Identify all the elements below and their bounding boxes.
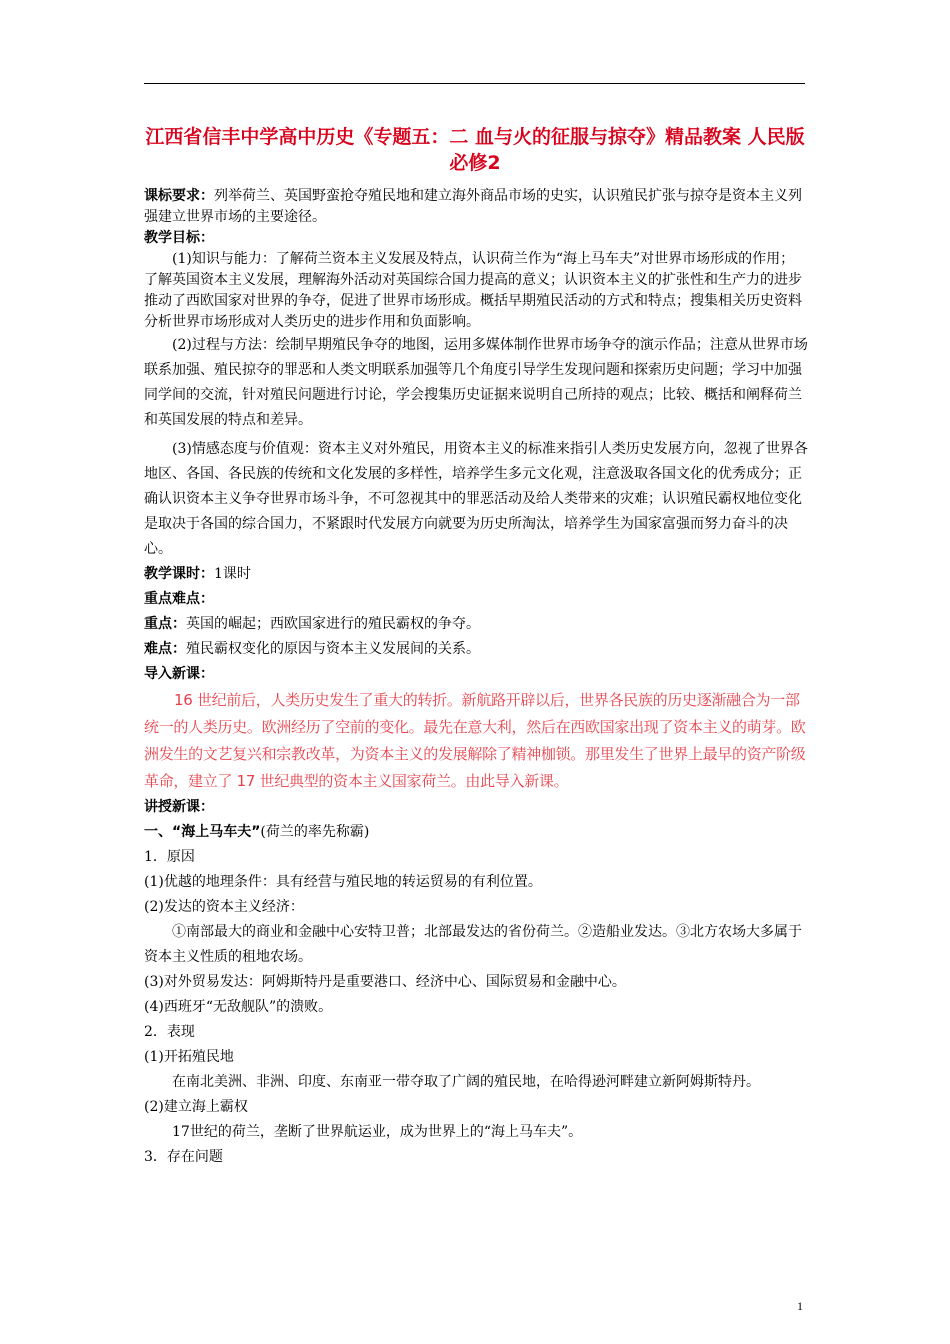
s1-cause-3: (3)对外贸易发达：阿姆斯特丹是重要港口、经济中心、国际贸易和金融中心。 <box>144 974 626 990</box>
s1-manifestation-2-text: 17世纪的荷兰，垄断了世界航运业，成为世界上的“海上马车夫”。 <box>172 1124 583 1140</box>
difficulty-text: 殖民霸权变化的原因与资本主义发展间的关系。 <box>186 641 480 657</box>
difficulty-label: 难点： <box>144 641 186 657</box>
key-text: 英国的崛起；西欧国家进行的殖民霸权的争夺。 <box>186 616 480 632</box>
document-body <box>144 186 808 1170</box>
s1-manifestation-1-text: 在南北美洲、非洲、印度、东南亚一带夺取了广阔的殖民地，在哈得逊河畔建立新阿姆斯特丹。 <box>172 1074 760 1090</box>
standard-label: 课标要求： <box>144 188 214 204</box>
hours-label: 教学课时： <box>144 566 214 582</box>
intro-text: 16 世纪前后，人类历史发生了重大的转折。新航路开辟以后，世界各民族的历史逐渐融合为一部统一的人类历史。欧洲经历了空前的变化。最先在意大利，然后在西欧国家出现了资本主义的萌芽。欧洲发生的文艺复兴和宗教改革，为资本主义的发展解除了精神枷锁。那里发生了世界上最早的资产阶级革命，建立了 17 世纪典型的资本主义国家荷兰。由此导入新课。 <box>144 691 806 790</box>
s1-cause-2: (2)发达的资本主义经济： <box>144 899 304 915</box>
s1-manifestation: 2．表现 <box>144 1024 195 1040</box>
difficulty-line <box>144 637 808 662</box>
s1-manifestation-2: (2)建立海上霸权 <box>144 1099 248 1115</box>
header-rule <box>144 83 805 84</box>
s1-problems: 3．存在问题 <box>144 1149 223 1165</box>
section1-title-line <box>144 820 808 845</box>
key-label: 重点： <box>144 616 186 632</box>
lecture-heading: 讲授新课： <box>144 799 214 815</box>
section1-title: 一、“海上马车夫” <box>144 824 261 840</box>
s1-cause-4: (4)西班牙“无敌舰队”的溃败。 <box>144 999 333 1015</box>
goal-item-3: (3)情感态度与价值观：资本主义对外殖民，用资本主义的标准来指引人类历史发展方向，忽视了世界各地区、各国、各民族的传统和文化发展的多样性，培养学生多元文化观，注意汲取各国文化的优秀成分；正确认识资本主义争夺世界市场斗争，不可忽视其中的罪恶活动及给人类带来的灾难；认识殖民霸权地位变化是取决于各国的综合国力，不紧跟时代发展方向就要为历史所淘汰，培养学生为国家富强而努力奋斗的决心。 <box>144 441 808 557</box>
standard-paragraph <box>144 186 808 228</box>
goal-item-1: (1)知识与能力：了解荷兰资本主义发展及特点，认识荷兰作为“海上马车夫”对世界市场形成的作用；了解英国资本主义发展，理解海外活动对英国综合国力提高的意义；认识资本主义的扩张性和生产力的进步推动了西欧国家对世界的争夺，促进了世界市场形成。概括早期殖民活动的方式和特点；搜集相关历史资料分析世界市场形成对人类历史的进步作用和负面影响。 <box>144 251 802 330</box>
intro-heading: 导入新课： <box>144 666 214 682</box>
s1-causes: 1．原因 <box>144 849 195 865</box>
page-number: 1 <box>797 1299 803 1313</box>
goal-item-2: (2)过程与方法：绘制早期殖民争夺的地图，运用多媒体制作世界市场争夺的演示作品；注意从世界市场联系加强、殖民掠夺的罪恶和人类文明联系加强等几个角度引导学生发现问题和探索历史问题；学习中加强同学间的交流，针对殖民问题进行讨论，学会搜集历史证据来说明自己所持的观点；比较、概括和阐释荷兰和英国发展的特点和差异。 <box>144 337 808 428</box>
standard-text: 列举荷兰、英国野蛮抢夺殖民地和建立海外商品市场的史实，认识殖民扩张与掠夺是资本主义列强建立世界市场的主要途径。 <box>144 188 802 225</box>
key-line <box>144 612 808 637</box>
keypoints-heading: 重点难点： <box>144 591 214 607</box>
s1-manifestation-1: (1)开拓殖民地 <box>144 1049 234 1065</box>
section1-subtitle: (荷兰的率先称霸) <box>260 824 370 840</box>
hours-value: 1课时 <box>214 566 251 582</box>
s1-cause-2-text: ①南部最大的商业和金融中心安特卫普；北部最发达的省份荷兰。②造船业发达。③北方农场大多属于资本主义性质的租地农场。 <box>144 924 802 965</box>
s1-cause-1: (1)优越的地理条件：具有经营与殖民地的转运贸易的有利位置。 <box>144 874 542 890</box>
goals-heading: 教学目标： <box>144 230 214 246</box>
hours-line <box>144 562 808 587</box>
document-title: 江西省信丰中学高中历史《专题五：二 血与火的征服与掠夺》精品教案 人民版必修2 <box>145 126 805 174</box>
